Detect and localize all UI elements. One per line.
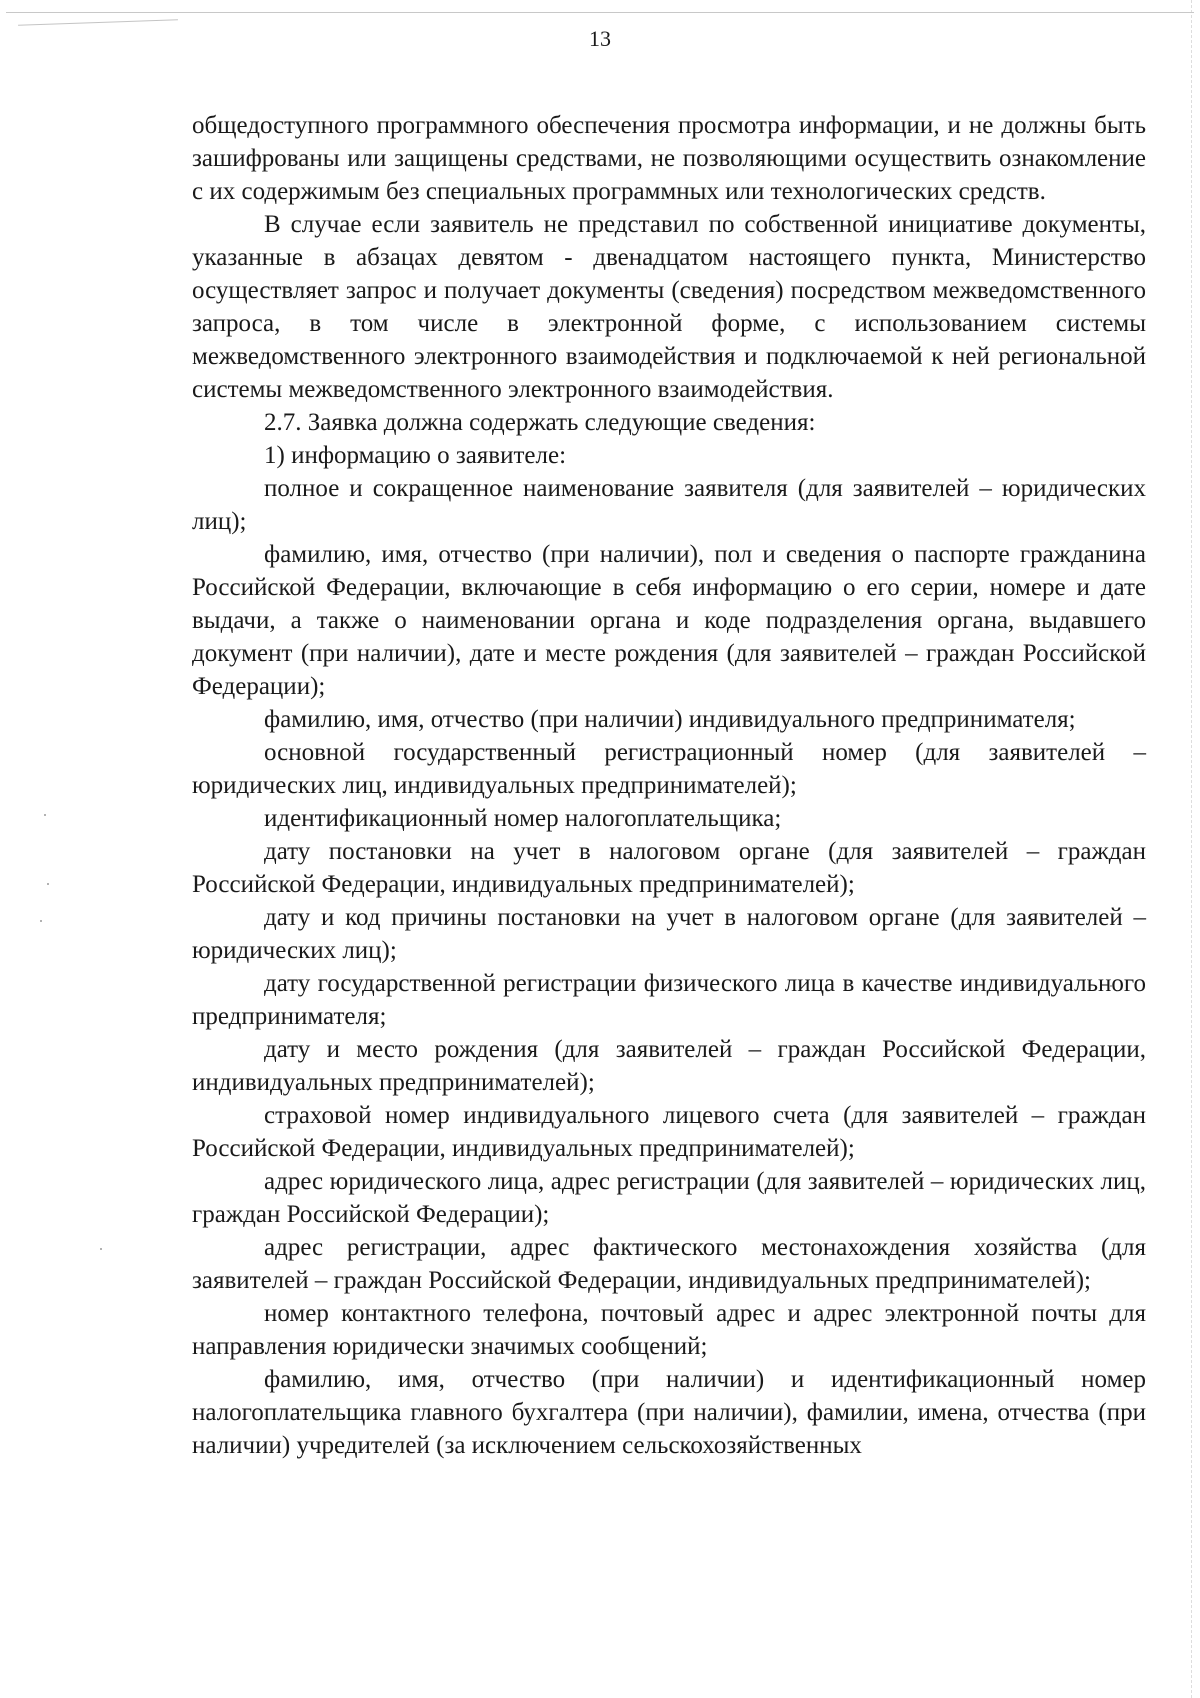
scan-speck	[44, 814, 46, 816]
scan-edge-top	[6, 12, 1194, 13]
scan-edge-mark	[18, 19, 178, 26]
paragraph-passport-details: фамилию, имя, отчество (при наличии), пол и сведения о паспорте гражданина Российской Федерации, включающие в себя информацию о его серии, номере и дате выдачи, а также о наименовании органа и коде подразделения органа, выдавшего документ (при наличии), дате и месте рождения (для заявителей – граждан Российской Федерации);	[192, 541, 1146, 700]
paragraph-software-requirements: общедоступного программного обеспечения просмотра информации, и не должны быть зашифрованы или защищены средствами, не позволяющими осуществить ознакомление с их содержимым без специальных программных или технологических средств.	[192, 112, 1146, 205]
paragraph-farm-address: адрес регистрации, адрес фактического местонахождения хозяйства (для заявителей – граждан Российской Федерации, индивидуальных предпринимателей);	[192, 1234, 1146, 1294]
paragraph-interagency-request: В случае если заявитель не представил по собственной инициативе документы, указанные в абзацах девятом - двенадцатом настоящего пункта, Министерство осуществляет запрос и получает документы (сведения) посредством межведомственного запроса, в том числе в электронной форме, с использованием системы межведомственного электронного взаимодействия и подключаемой к ней региональной системы межведомственного электронного взаимодействия.	[192, 211, 1146, 403]
paragraph-birth-date-place: дату и место рождения (для заявителей – граждан Российской Федерации, индивидуальных предпринимателей);	[192, 1036, 1146, 1096]
paragraph-inn: идентификационный номер налогоплательщика;	[264, 805, 782, 832]
paragraph-tax-registration-date: дату постановки на учет в налоговом органе (для заявителей – граждан Российской Федерации, индивидуальных предпринимателей);	[192, 838, 1146, 898]
paragraph-kpp: дату и код причины постановки на учет в налоговом органе (для заявителей – юридических лиц);	[192, 904, 1146, 964]
scan-speck	[100, 1248, 102, 1250]
paragraph-contacts: номер контактного телефона, почтовый адрес и адрес электронной почты для направления юридически значимых сообщений;	[192, 1300, 1146, 1360]
paragraph-full-name: полное и сокращенное наименование заявителя (для заявителей – юридических лиц);	[192, 475, 1146, 535]
paragraph-ogrn: основной государственный регистрационный номер (для заявителей – юридических лиц, индивидуальных предпринимателей);	[192, 739, 1146, 799]
scan-edge-right	[1191, 0, 1192, 1698]
paragraph-chief-accountant: фамилию, имя, отчество (при наличии) и идентификационный номер налогоплательщика главного бухгалтера (при наличии), фамилии, имена, отчества (при наличии) учредителей (за исключением сельскохозяйственных	[192, 1366, 1146, 1459]
paragraph-legal-address: адрес юридического лица, адрес регистрации (для заявителей – юридических лиц, граждан Российской Федерации);	[192, 1168, 1146, 1228]
paragraph-state-registration-date: дату государственной регистрации физического лица в качестве индивидуального предпринимателя;	[192, 970, 1146, 1030]
scan-speck	[47, 883, 49, 885]
paragraph-entrepreneur-name: фамилию, имя, отчество (при наличии) индивидуального предпринимателя;	[264, 706, 1076, 733]
document-body	[192, 109, 1146, 1462]
scan-speck	[40, 920, 42, 922]
paragraph-applicant-info: 1) информацию о заявителе:	[264, 442, 567, 469]
page-number: 13	[589, 26, 611, 51]
paragraph-section-2-7: 2.7. Заявка должна содержать следующие сведения:	[264, 409, 816, 436]
paragraph-snils: страховой номер индивидуального лицевого счета (для заявителей – граждан Российской Федерации, индивидуальных предпринимателей);	[192, 1102, 1146, 1162]
